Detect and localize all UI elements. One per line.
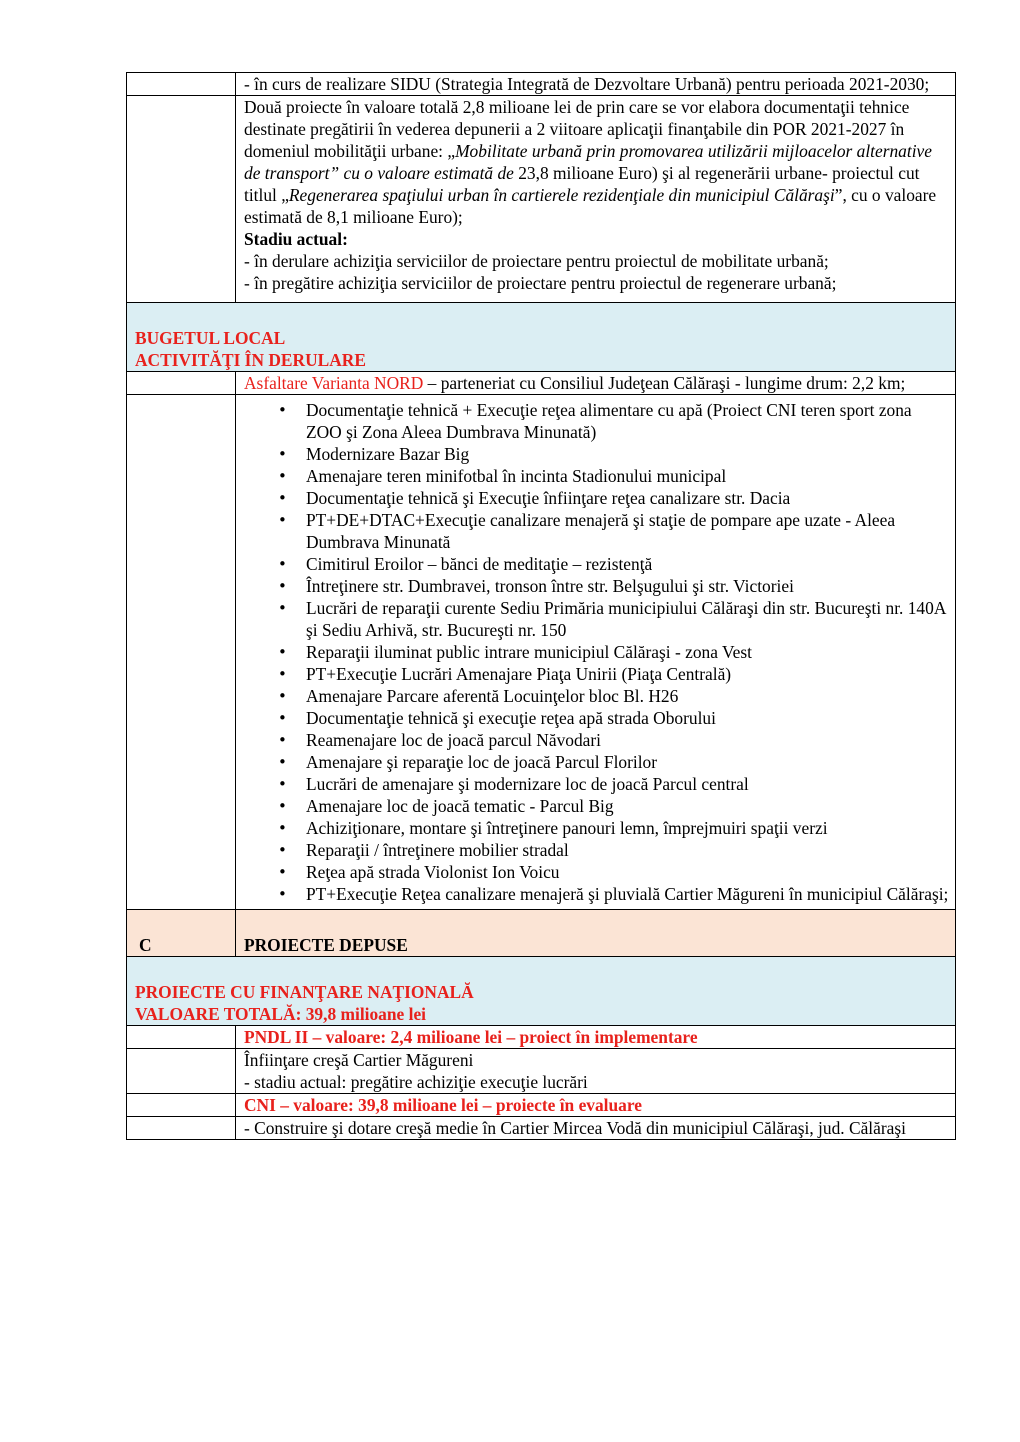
asfaltare-cell <box>236 372 956 395</box>
bullet-item: • Modernizare Bazar Big <box>306 443 949 465</box>
empty-cell <box>127 1026 236 1049</box>
table-row <box>127 910 956 957</box>
section-letter-text: C <box>139 935 152 955</box>
italic-span: Regenerarea spaţiului urban în cartierele rezidenţiale din municipiul Călăraşi <box>288 185 835 205</box>
stadiu-line: - în derulare achiziţia serviciilor de proiectare pentru proiectul de mobilitate urbană; <box>244 251 829 271</box>
document-table <box>126 72 956 1140</box>
bullet-item: • Reparaţii / întreţinere mobilier stradal <box>306 839 949 861</box>
section-c-title <box>236 910 956 957</box>
table-row <box>127 1026 956 1049</box>
bullet-item: • PT+Execuţie Reţea canalizare menajeră şi pluvială Cartier Măgureni în municipiul Călăraşi; <box>306 883 949 905</box>
empty-cell <box>127 1049 236 1094</box>
empty-cell <box>127 96 236 303</box>
two-projects-cell <box>236 96 956 303</box>
italic-span: Mobilitate urbană prin promovarea utilizării mijloacelor alternative de transport” cu o valoare estimată de <box>244 141 932 183</box>
section-header-buget <box>127 303 956 372</box>
bullet-item: • Amenajare şi reparaţie loc de joacă Parcul Florilor <box>306 751 949 773</box>
bullet-item: • PT+DE+DTAC+Execuţie canalizare menajeră şi staţie de pompare ape uzate - Aleea Dumbrava Minunată <box>306 509 949 553</box>
cni-text: CNI – valoare: 39,8 milioane lei – proiecte în evaluare <box>244 1095 642 1115</box>
empty-cell <box>127 1117 236 1140</box>
red-span: Asfaltare Varianta NORD <box>244 373 424 393</box>
bullet-item: • Cimitirul Eroilor – bănci de meditaţie – rezistenţă <box>306 553 949 575</box>
section-heading: BUGETUL LOCAL <box>135 328 286 348</box>
table-row <box>127 303 956 372</box>
table-row <box>127 96 956 303</box>
asfaltare-text <box>244 372 949 394</box>
table-row <box>127 1117 956 1140</box>
section-title-text: PROIECTE DEPUSE <box>244 935 408 955</box>
text-span: Două proiecte în valoare totală 2,8 milioane lei de prin care se vor elabora documentaţii tehnice destinate pregătirii în vederea depunerii a 2 viitoare aplicaţii finanţabile din POR 2021-2027 în domeniul mobilităţii urbane: „ <box>244 97 910 161</box>
bullet-item: • Documentaţie tehnică şi execuţie reţea apă strada Oborului <box>306 707 949 729</box>
section-heading: PROIECTE CU FINANŢARE NAŢIONALĂ <box>135 982 474 1002</box>
text-span: ”, cu o valoare estimată de 8,1 milioane Euro); <box>244 185 937 227</box>
mircea-text: - Construire şi dotare creşă medie în Cartier Mircea Vodă din municipiul Călăraşi, jud. Călăraşi <box>244 1118 906 1138</box>
stadiu-line: - în pregătire achiziţia serviciilor de proiectare pentru proiectul de regenerare urbană; <box>244 273 837 293</box>
bullet-item: • Reamenajare loc de joacă parcul Năvodari <box>306 729 949 751</box>
table-row <box>127 395 956 910</box>
bullet-item: • Lucrări de amenajare şi modernizare loc de joacă Parcul central <box>306 773 949 795</box>
bullet-item: • Documentaţie tehnică + Execuţie reţea alimentare cu apă (Proiect CNI teren sport zona ZOO şi Zona Aleea Dumbrava Minunată) <box>306 399 949 443</box>
pndl-cell <box>236 1026 956 1049</box>
bullet-item: • Reparaţii iluminat public intrare municipiul Călăraşi - zona Vest <box>306 641 949 663</box>
bullet-item: • Amenajare teren minifotbal în incinta Stadionului municipal <box>306 465 949 487</box>
text-span: – parteneriat cu Consiliul Judeţean Călăraşi - lungime drum: 2,2 km; <box>423 373 906 393</box>
empty-cell <box>127 73 236 96</box>
empty-cell <box>127 395 236 910</box>
cni-cell <box>236 1094 956 1117</box>
pndl-text: PNDL II – valoare: 2,4 milioane lei – proiect în implementare <box>244 1027 698 1047</box>
section-letter <box>127 910 236 957</box>
bullet-item: • Reţea apă strada Violonist Ion Voicu <box>306 861 949 883</box>
bullet-item: • PT+Execuţie Lucrări Amenajare Piaţa Unirii (Piaţa Centrală) <box>306 663 949 685</box>
text-span: 23,8 milioane Euro) şi al regenerării urbane- proiectul cut titlul „ <box>244 163 920 205</box>
bullet-item: • Întreţinere str. Dumbravei, tronson între str. Belşugului şi str. Victoriei <box>306 575 949 597</box>
bullet-item: • Achiziţionare, montare şi întreţinere panouri lemn, împrejmuiri spaţii verzi <box>306 817 949 839</box>
empty-cell <box>127 1094 236 1117</box>
bullet-item: • Lucrări de reparaţii curente Sediu Primăria municipiului Călăraşi din str. Bucureşti nr. 140A şi Sediu Arhivă, str. Bucureşti nr. 150 <box>306 597 949 641</box>
table-row <box>127 957 956 1026</box>
bullet-item: • Amenajare loc de joacă tematic - Parcul Big <box>306 795 949 817</box>
mircea-cell <box>236 1117 956 1140</box>
empty-cell <box>127 372 236 395</box>
table-row <box>127 372 956 395</box>
cresa-text: Înfiinţare creşă Cartier Măgureni <box>244 1050 474 1070</box>
stadiu-label: Stadiu actual: <box>244 229 348 249</box>
bullet-item: • Documentaţie tehnică şi Execuţie înfiinţare reţea canalizare str. Dacia <box>306 487 949 509</box>
two-projects-text <box>244 96 949 228</box>
bullets-cell <box>236 395 956 910</box>
cresa-cell <box>236 1049 956 1094</box>
bullet-list <box>244 399 949 905</box>
bullet-item: • Amenajare Parcare aferentă Locuinţelor bloc Bl. H26 <box>306 685 949 707</box>
sidu-text: - în curs de realizare SIDU (Strategia Integrată de Dezvoltare Urbană) pentru perioada 2021-2030; <box>244 74 930 94</box>
table-row <box>127 1094 956 1117</box>
section-heading: ACTIVITĂŢI ÎN DERULARE <box>135 350 366 370</box>
table-row <box>127 73 956 96</box>
table-row <box>127 1049 956 1094</box>
section-heading: VALOARE TOTALĂ: 39,8 milioane lei <box>135 1004 427 1024</box>
sidu-cell <box>236 73 956 96</box>
section-header-national <box>127 957 956 1026</box>
cresa-status: - stadiu actual: pregătire achiziţie execuţie lucrări <box>244 1072 588 1092</box>
